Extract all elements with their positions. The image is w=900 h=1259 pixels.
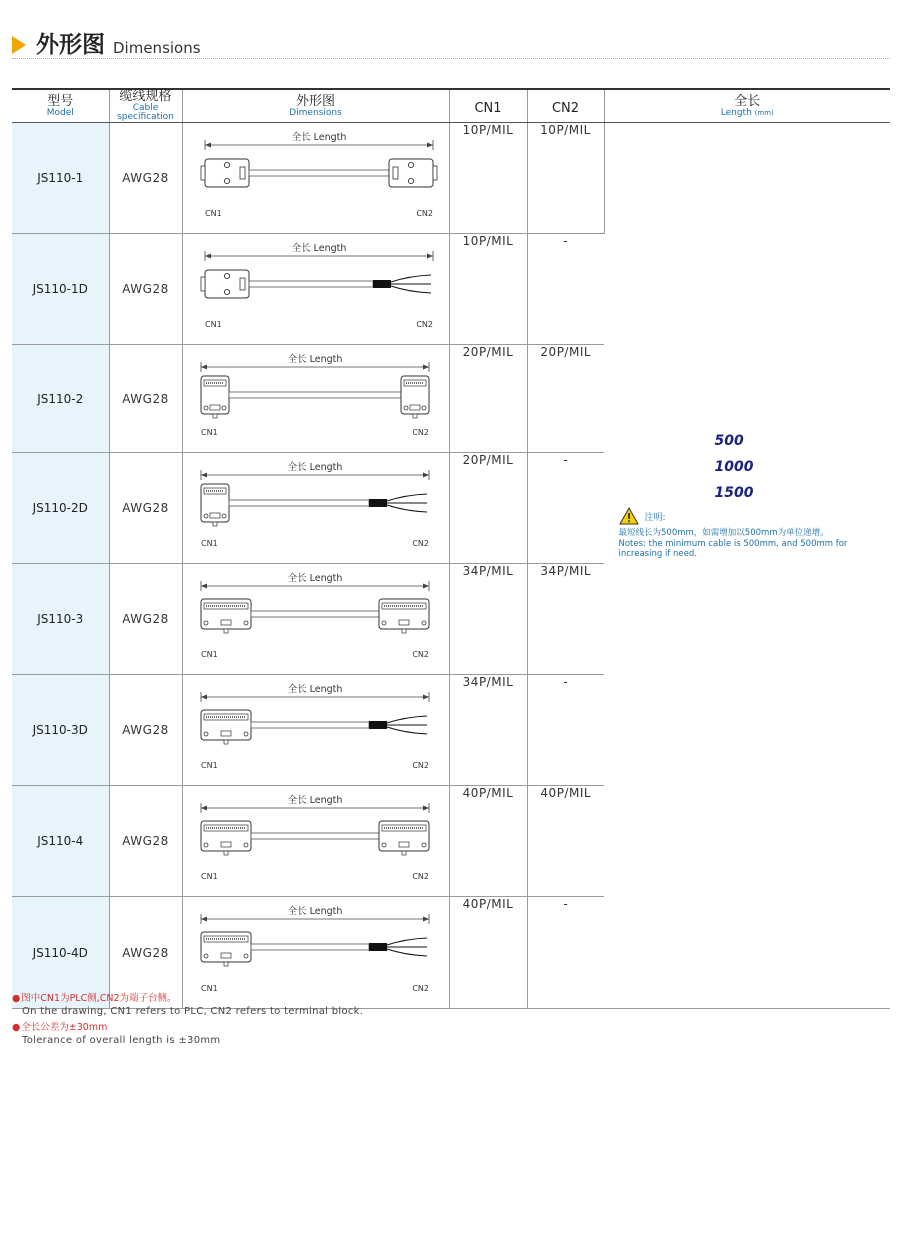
- cn2-label: CN2: [411, 761, 429, 770]
- screw-icon: [408, 162, 413, 167]
- arrowhead-icon: [427, 143, 433, 148]
- screw-icon: [222, 514, 226, 518]
- length-label: 全长 Length: [287, 354, 342, 365]
- header-length: 全长 Length (mm): [604, 89, 890, 123]
- warning-icon: [619, 507, 639, 525]
- latch-slot: [240, 167, 245, 179]
- label-window: [210, 405, 220, 410]
- cn1-label: CN1: [204, 320, 222, 329]
- label-window: [221, 620, 231, 625]
- screw-icon: [422, 406, 426, 410]
- table-header-row: [12, 89, 890, 123]
- wire-lead: [387, 938, 427, 945]
- screw-icon: [224, 289, 229, 294]
- screw-icon: [422, 843, 426, 847]
- cn1-label: CN1: [200, 428, 218, 437]
- screw-icon: [224, 162, 229, 167]
- cn2-cell: -: [527, 234, 604, 345]
- cn1-label: CN1: [200, 872, 218, 881]
- cable-drawing: [183, 453, 449, 559]
- key-notch: [402, 851, 406, 855]
- label-window: [210, 513, 220, 518]
- cable-drawing: [183, 564, 449, 670]
- arrowhead-icon: [201, 584, 207, 589]
- arrowhead-icon: [201, 365, 207, 370]
- play-arrow-icon: [12, 36, 26, 54]
- screw-icon: [408, 178, 413, 183]
- arrowhead-icon: [201, 917, 207, 922]
- footnote-2-en: Tolerance of overall length is ±30mm: [22, 1035, 221, 1046]
- wire-lead: [391, 286, 431, 293]
- dimensions-table: [12, 88, 890, 1009]
- screw-icon: [224, 273, 229, 278]
- heat-shrink-sleeve: [369, 943, 387, 951]
- model-cell: JS110-2: [12, 345, 109, 453]
- arrowhead-icon: [423, 917, 429, 922]
- cn1-label: CN1: [204, 209, 222, 218]
- cable: [251, 833, 379, 839]
- cn1-label: CN1: [200, 650, 218, 659]
- cable: [251, 611, 379, 617]
- wire-lead: [391, 275, 431, 282]
- key-notch: [413, 414, 417, 418]
- note-text-cn: 最短线长为500mm，如需增加以500mm为单位递增。: [618, 528, 829, 538]
- header-model: 型号 Model: [12, 89, 109, 123]
- length-label: 全长 Length: [291, 243, 346, 254]
- length-value: 1500: [714, 485, 754, 501]
- cn2-label: CN2: [411, 539, 429, 548]
- model-cell: JS110-3D: [12, 675, 109, 786]
- latch-slot: [393, 167, 398, 179]
- label-window: [399, 620, 409, 625]
- arrowhead-icon: [423, 584, 429, 589]
- footnote-1-en: On the drawing, CN1 refers to PLC, CN2 refers to terminal block.: [22, 1006, 364, 1017]
- screw-icon: [204, 514, 208, 518]
- arrowhead-icon: [201, 695, 207, 700]
- length-label: 全长 Length: [287, 906, 342, 917]
- arrowhead-icon: [427, 254, 433, 259]
- cable-spec-cell: AWG28: [109, 897, 182, 1009]
- cn1-cell: 20P/MIL: [449, 345, 527, 453]
- cable: [251, 722, 369, 728]
- cn1-cell: 10P/MIL: [449, 123, 527, 234]
- table-row: [12, 123, 890, 234]
- length-value: 1000: [714, 459, 754, 475]
- model-cell: JS110-4D: [12, 897, 109, 1009]
- dimension-drawing-cell: [182, 234, 449, 345]
- cn2-label: CN2: [411, 984, 429, 993]
- cable-spec-cell: AWG28: [109, 786, 182, 897]
- key-notch: [213, 522, 217, 526]
- label-window: [221, 842, 231, 847]
- screw-icon: [224, 178, 229, 183]
- wire-lead: [387, 494, 427, 501]
- cable-drawing: [183, 675, 449, 781]
- title-divider: [12, 58, 890, 59]
- arrowhead-icon: [423, 365, 429, 370]
- cn1-cell: 34P/MIL: [449, 675, 527, 786]
- cn2-label: CN2: [411, 650, 429, 659]
- cn2-cell: -: [527, 453, 604, 564]
- cable: [251, 944, 369, 950]
- key-notch: [402, 629, 406, 633]
- header-cn2: CN2: [527, 89, 604, 123]
- cn2-label: CN2: [415, 209, 433, 218]
- cn2-cell: -: [527, 897, 604, 1009]
- arrowhead-icon: [205, 143, 211, 148]
- heat-shrink-sleeve: [369, 499, 387, 507]
- length-cell: [604, 123, 890, 1009]
- key-notch: [213, 414, 217, 418]
- screw-icon: [222, 406, 226, 410]
- screw-icon: [204, 954, 208, 958]
- cable-spec-cell: AWG28: [109, 234, 182, 345]
- connector-tip: [433, 166, 437, 180]
- cn1-cell: 40P/MIL: [449, 897, 527, 1009]
- heat-shrink-sleeve: [373, 280, 391, 288]
- cable-spec-cell: AWG28: [109, 453, 182, 564]
- length-label: 全长 Length: [287, 795, 342, 806]
- footnotes: [12, 992, 872, 1050]
- cn1-cell: 40P/MIL: [449, 786, 527, 897]
- dimension-drawing-cell: [182, 123, 449, 234]
- screw-icon: [404, 406, 408, 410]
- dimension-drawing-cell: [182, 453, 449, 564]
- cn2-cell: 10P/MIL: [527, 123, 604, 234]
- screw-icon: [382, 621, 386, 625]
- cable-drawing: [183, 786, 449, 892]
- cn2-label: CN2: [415, 320, 433, 329]
- section-title: [12, 28, 201, 60]
- header-dimensions: 外形图 Dimensions: [182, 89, 449, 123]
- length-note: [619, 507, 889, 559]
- section-title-en: Dimensions: [113, 39, 201, 57]
- cable-spec-cell: AWG28: [109, 675, 182, 786]
- arrowhead-icon: [205, 254, 211, 259]
- screw-icon: [204, 732, 208, 736]
- cn2-label: CN2: [411, 872, 429, 881]
- label-window: [410, 405, 420, 410]
- label-window: [399, 842, 409, 847]
- wire-lead: [387, 949, 427, 956]
- cable: [229, 392, 401, 398]
- cn2-label: CN2: [411, 428, 429, 437]
- wire-lead: [387, 505, 427, 512]
- dimension-drawing-cell: [182, 564, 449, 675]
- cn1-label: CN1: [200, 539, 218, 548]
- heat-shrink-sleeve: [369, 721, 387, 729]
- key-notch: [224, 962, 228, 966]
- length-values: [715, 428, 754, 506]
- cn2-cell: -: [527, 675, 604, 786]
- cn2-cell: 34P/MIL: [527, 564, 604, 675]
- screw-icon: [244, 843, 248, 847]
- footnote-2-cn: ● 全长公差为±30mm: [12, 1021, 872, 1034]
- length-value: 500: [714, 433, 744, 449]
- note-title: 注明:: [644, 512, 666, 523]
- footnote-1-cn: ● 图中CN1为PLC侧,CN2为端子台侧。: [12, 992, 872, 1005]
- cable-drawing: [183, 345, 449, 448]
- model-cell: JS110-4: [12, 786, 109, 897]
- connector-tip: [201, 166, 205, 180]
- screw-icon: [204, 843, 208, 847]
- dimension-drawing-cell: [182, 345, 449, 453]
- section-title-cn: 外形图: [36, 32, 105, 58]
- label-window: [221, 953, 231, 958]
- screw-icon: [204, 406, 208, 410]
- connector-tip: [201, 277, 205, 291]
- cable-spec-cell: AWG28: [109, 564, 182, 675]
- cable-drawing: [183, 897, 449, 1004]
- cn1-cell: 10P/MIL: [449, 234, 527, 345]
- cn1-label: CN1: [200, 761, 218, 770]
- note-text-en: Notes: the minimum cable is 500mm, and 500mm for increasing if need.: [618, 539, 848, 559]
- dimension-drawing-cell: [182, 786, 449, 897]
- arrowhead-icon: [201, 806, 207, 811]
- cable-spec-cell: AWG28: [109, 345, 182, 453]
- header-cn1: CN1: [449, 89, 527, 123]
- key-notch: [224, 740, 228, 744]
- model-cell: JS110-2D: [12, 453, 109, 564]
- cable-spec-cell: AWG28: [109, 123, 182, 234]
- latch-slot: [240, 278, 245, 290]
- length-label: 全长 Length: [287, 462, 342, 473]
- cable: [229, 500, 369, 506]
- label-window: [221, 731, 231, 736]
- key-notch: [224, 851, 228, 855]
- screw-icon: [422, 621, 426, 625]
- cn1-cell: 34P/MIL: [449, 564, 527, 675]
- model-cell: JS110-1D: [12, 234, 109, 345]
- cn1-label: CN1: [200, 984, 218, 993]
- wire-lead: [387, 727, 427, 734]
- cable-drawing: [183, 234, 449, 340]
- header-cable: 缆线规格 Cable specification: [109, 89, 182, 123]
- cable: [249, 170, 389, 176]
- cn1-cell: 20P/MIL: [449, 453, 527, 564]
- screw-icon: [204, 621, 208, 625]
- model-cell: JS110-1: [12, 123, 109, 234]
- dimension-drawing-cell: [182, 675, 449, 786]
- arrowhead-icon: [423, 806, 429, 811]
- arrowhead-icon: [201, 473, 207, 478]
- key-notch: [224, 629, 228, 633]
- cn2-cell: 40P/MIL: [527, 786, 604, 897]
- cable-drawing: [183, 123, 449, 229]
- screw-icon: [244, 621, 248, 625]
- screw-icon: [244, 954, 248, 958]
- model-cell: JS110-3: [12, 564, 109, 675]
- arrowhead-icon: [423, 473, 429, 478]
- length-label: 全长 Length: [287, 684, 342, 695]
- length-label: 全长 Length: [287, 573, 342, 584]
- screw-icon: [382, 843, 386, 847]
- wire-lead: [387, 716, 427, 723]
- cable: [249, 281, 373, 287]
- arrowhead-icon: [423, 695, 429, 700]
- length-label: 全长 Length: [291, 132, 346, 143]
- screw-icon: [244, 732, 248, 736]
- cn2-cell: 20P/MIL: [527, 345, 604, 453]
